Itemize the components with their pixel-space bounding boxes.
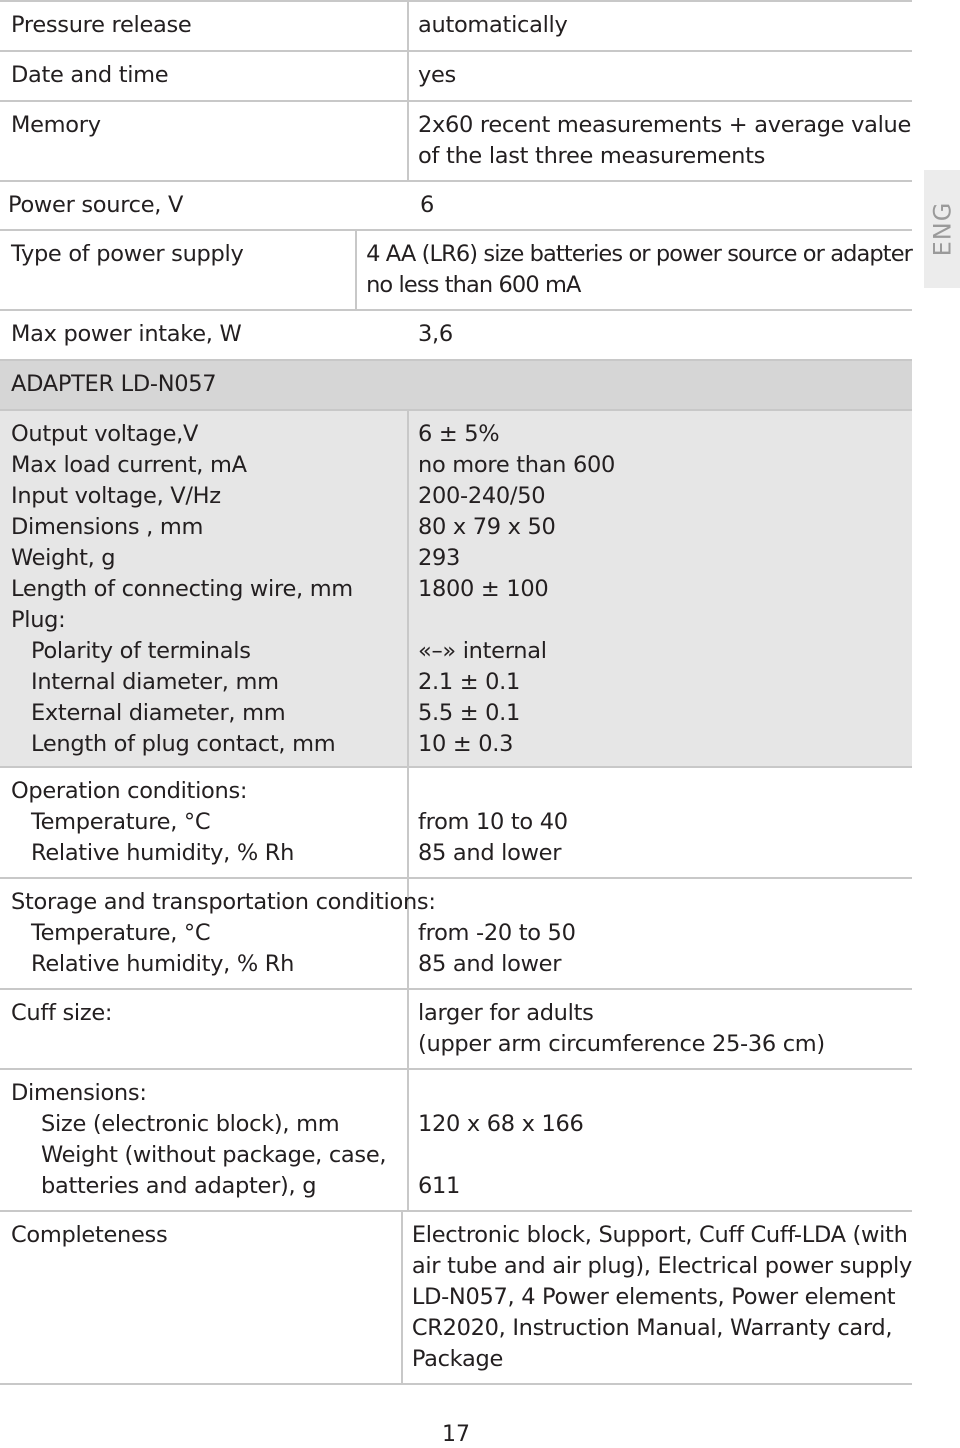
spec-value: [418, 1078, 912, 1109]
adapter-section-header: [0, 359, 912, 409]
spec-label: Dimensions , mm: [11, 514, 204, 540]
spec-value: 200-240/50: [418, 483, 546, 509]
spec-value: 85 and lower: [418, 840, 562, 866]
spec-label: Length of connecting wire, mm: [11, 576, 353, 602]
spec-label: Pressure release: [11, 12, 192, 38]
spec-label: Internal diameter, mm: [31, 669, 279, 695]
spec-label: Weight (without package, case,: [41, 1142, 387, 1168]
section-heading: ADAPTER LD-N057: [11, 371, 217, 397]
spec-label: Storage and transportation conditions:: [11, 889, 436, 915]
spec-label: Dimensions:: [11, 1080, 147, 1106]
spec-row-memory: [0, 100, 912, 180]
spec-label: Completeness: [11, 1222, 168, 1248]
spec-row-completeness: [0, 1210, 912, 1385]
spec-row-cuff-size: [0, 988, 912, 1068]
spec-value: yes: [418, 62, 456, 88]
spec-value: [418, 887, 912, 918]
spec-value: 1800 ± 100: [418, 576, 549, 602]
spec-row-adapter: [0, 409, 912, 766]
spec-value-line: CR2020, Instruction Manual, Warranty card,: [411, 1315, 893, 1341]
spec-value-line: Package: [411, 1346, 503, 1372]
spec-row-pressure-release: [0, 0, 912, 50]
spec-label: batteries and adapter), g: [41, 1173, 317, 1199]
spec-label: Weight, g: [11, 545, 116, 571]
spec-label: Temperature, °C: [31, 920, 211, 946]
spec-label: Plug:: [11, 607, 66, 633]
spec-value-line: 4 AA (LR6) size batteries or power source or adapter: [366, 241, 912, 267]
spec-label: Cuff size:: [11, 1000, 113, 1026]
spec-value-line: of the last three measurements: [418, 143, 766, 169]
spec-label: Power source, V: [8, 192, 184, 218]
spec-value: 10 ± 0.3: [418, 731, 514, 757]
spec-label: Operation conditions:: [11, 778, 248, 804]
spec-value: 85 and lower: [418, 951, 562, 977]
spec-value: «–» internal: [418, 638, 547, 664]
spec-label: Polarity of terminals: [31, 638, 251, 664]
spec-label: Type of power supply: [11, 241, 244, 267]
spec-label: Size (electronic block), mm: [41, 1111, 340, 1137]
spec-value-line: larger for adults: [418, 1000, 594, 1026]
spec-row-power-intake: [0, 309, 912, 359]
spec-value-line: LD-N057, 4 Power elements, Power element: [411, 1284, 896, 1310]
spec-value-line: no less than 600 mA: [366, 272, 581, 298]
spec-value: 120 x 68 x 166: [418, 1111, 584, 1137]
spec-value: [418, 1140, 912, 1171]
spec-value-line: Electronic block, Support, Cuff Cuff-LDA (with: [411, 1222, 908, 1248]
spec-row-dimensions: [0, 1068, 912, 1210]
spec-value: [418, 605, 912, 636]
spec-value-line: 2x60 recent measurements + average value: [418, 112, 912, 138]
spec-label: Max load current, mA: [11, 452, 247, 478]
spec-value: 80 x 79 x 50: [418, 514, 556, 540]
spec-label: Memory: [11, 112, 101, 138]
spec-value: 6: [420, 192, 435, 218]
spec-label: Date and time: [11, 62, 169, 88]
spec-label: Output voltage,V: [11, 421, 199, 447]
spec-value: 5.5 ± 0.1: [418, 700, 521, 726]
language-tab: [924, 170, 960, 288]
spec-row-operation-conditions: [0, 766, 912, 877]
spec-value: no more than 600: [418, 452, 616, 478]
spec-row-power-supply: [0, 229, 912, 309]
spec-label: Length of plug contact, mm: [31, 731, 336, 757]
spec-row-power-source: [0, 180, 912, 229]
spec-value: [418, 776, 912, 807]
spec-label: Max power intake, W: [11, 321, 242, 347]
spec-value: 6 ± 5%: [418, 421, 500, 447]
spec-value-line: (upper arm circumference 25-36 cm): [418, 1031, 825, 1057]
spec-label: Temperature, °C: [31, 809, 211, 835]
spec-value: 3,6: [418, 321, 453, 347]
spec-label: Relative humidity, % Rh: [31, 840, 295, 866]
spec-value: from 10 to 40: [418, 809, 568, 835]
spec-row-storage-conditions: [0, 877, 912, 988]
spec-value: 293: [418, 545, 461, 571]
page-number: 17: [442, 1422, 470, 1447]
spec-label: Input voltage, V/Hz: [11, 483, 221, 509]
spec-value: automatically: [418, 12, 568, 38]
spec-value: from -20 to 50: [418, 920, 576, 946]
spec-label: Relative humidity, % Rh: [31, 951, 295, 977]
spec-row-date-time: [0, 50, 912, 100]
spec-value: 611: [418, 1173, 461, 1199]
spec-value-line: air tube and air plug), Electrical power supply: [411, 1253, 912, 1279]
spec-value: 2.1 ± 0.1: [418, 669, 521, 695]
spec-label: External diameter, mm: [31, 700, 286, 726]
language-tab-label: ENG: [928, 201, 956, 257]
